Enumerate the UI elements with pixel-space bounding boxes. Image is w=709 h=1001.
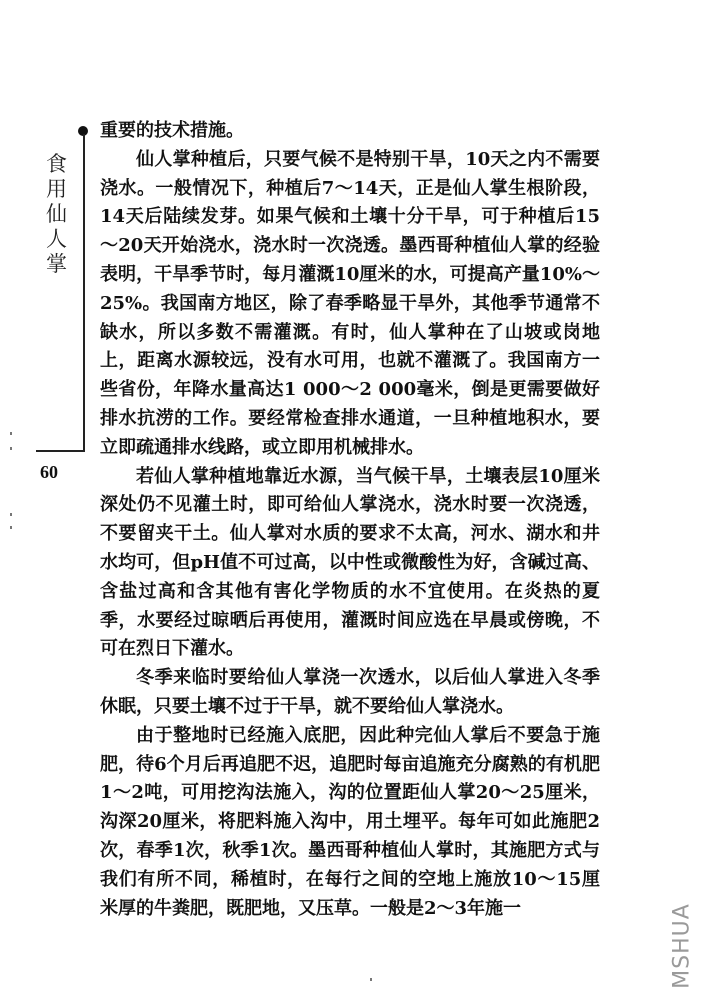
paragraph-continued: 重要的技术措施。 (100, 120, 244, 141)
margin-vertical-rule (83, 134, 85, 452)
watermark-text: MSHUA (669, 903, 695, 989)
scan-speck (370, 978, 372, 981)
page-number: 60 (40, 462, 58, 482)
running-book-title: 食用仙人掌 (46, 152, 68, 276)
paragraph-water-quality: 若仙人掌种植地靠近水源，当气候干旱，土壤表层10厘米深处仍不见灌土时，即可给仙人掌浇水，浇水时要一次浇透，不要留夹干土。仙人掌对水质的要求不太高，河水、湖水和井水均可，但pH值不可过高，以中性或微酸性为好，含碱过高、含盐过高和含其他有害化学物质的水不宜使用。在炎热的夏季，水要经过晾晒后再使用，灌溉时间应选在早晨或傍晚，不可在烈日下灌水。 (100, 465, 600, 660)
paragraph-watering: 仙人掌种植后，只要气候不是特别干旱，10天之内不需要浇水。一般情况下，种植后7～14天，正是仙人掌生根阶段，14天后陆续发芽。如果气候和土壤十分干旱，可于种植后15～20天开始浇水，浇水时一次浇透。墨西哥种植仙人掌的经验表明，干旱季节时，每月灌溉10厘米的水，可提高产量10%～25%。我国南方地区，除了春季略显干旱外，其他季节通常不缺水，所以多数不需灌溉。有时，仙人掌种在了山坡或岗地上，距离水源较远，没有水可用，也就不灌溉了。我国南方一些省份，年降水量高达1 000～2 000毫米，倒是更需要做好排水抗涝的工作。要经常检查排水通道，一旦种植地积水，要立即疏通排水线路，或立即用机械排水。 (100, 148, 600, 458)
paragraph-fertilizing: 由于整地时已经施入底肥，因此种完仙人掌后不要急于施肥，待6个月后再追肥不迟，追肥时每亩追施充分腐熟的有机肥1～2吨，可用挖沟法施入，沟的位置距仙人掌20～25厘米，沟深20厘米，将肥料施入沟中，用土埋平。每年可如此施肥2次，春季1次，秋季1次。墨西哥种植仙人掌时，其施肥方式与我们有所不同，稀植时，在每行之间的空地上施放10～15厘米厚的牛粪肥，既肥地，又压草。一般是2～3年施一 (100, 724, 600, 919)
scan-speck (10, 432, 12, 435)
body-text (100, 117, 600, 923)
paragraph-winter: 冬季来临时要给仙人掌浇一次透水，以后仙人掌进入冬季休眠，只要土壤不过于干旱，就不要给仙人掌浇水。 (100, 667, 600, 717)
watermark (660, 896, 704, 996)
margin-horizontal-rule (36, 450, 85, 452)
scan-speck (10, 447, 12, 450)
scan-speck (10, 526, 12, 529)
scan-speck (10, 513, 12, 516)
